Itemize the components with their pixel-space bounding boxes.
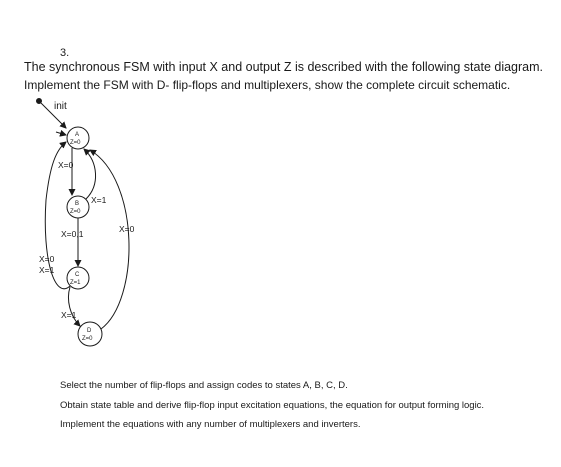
state-d-circle	[78, 322, 102, 346]
state-b-name: B	[75, 201, 80, 207]
edge-label-d-a: X=0	[119, 224, 135, 234]
problem-statement-line-1: The synchronous FSM with input X and output Z is described with the following state diagram.	[24, 60, 544, 74]
edge-label-b-c: X=0,1	[61, 229, 84, 239]
problem-statement-line-2: Implement the FSM with D- flip-flops and multiplexers, show the complete circuit schematic.	[24, 78, 511, 92]
state-c-output: Z=1	[70, 280, 81, 286]
edge-label-c-a-x1: X=1	[39, 265, 55, 275]
edge-label-c-d: X=1	[61, 310, 77, 320]
edge-label-c-a-x0: X=0	[39, 254, 55, 264]
state-d-output: Z=0	[82, 336, 93, 342]
state-a-output: Z=0	[70, 140, 81, 146]
state-a-name: A	[75, 132, 80, 138]
init-dot	[37, 99, 42, 104]
edge-start-arrow	[56, 132, 66, 135]
task-item: Implement the equations with any number of multiplexers and inverters.	[60, 419, 361, 430]
init-label: init	[54, 101, 67, 112]
edge-c-d-x1	[68, 287, 80, 326]
state-b-output: Z=0	[70, 209, 81, 215]
edge-label-b-a: X=1	[91, 195, 107, 205]
edge-label-a-b: X=0	[58, 160, 74, 170]
task-list	[60, 376, 484, 435]
problem-number: 3.	[60, 47, 70, 59]
state-d-name: D	[87, 328, 92, 334]
state-c-name: C	[75, 272, 80, 278]
task-item: Select the number of flip-flops and assign codes to states A, B, C, D.	[60, 380, 348, 391]
task-item: Obtain state table and derive flip-flop input excitation equations, the equation for output forming logic.	[60, 399, 485, 411]
edge-b-a-x1	[84, 149, 96, 199]
